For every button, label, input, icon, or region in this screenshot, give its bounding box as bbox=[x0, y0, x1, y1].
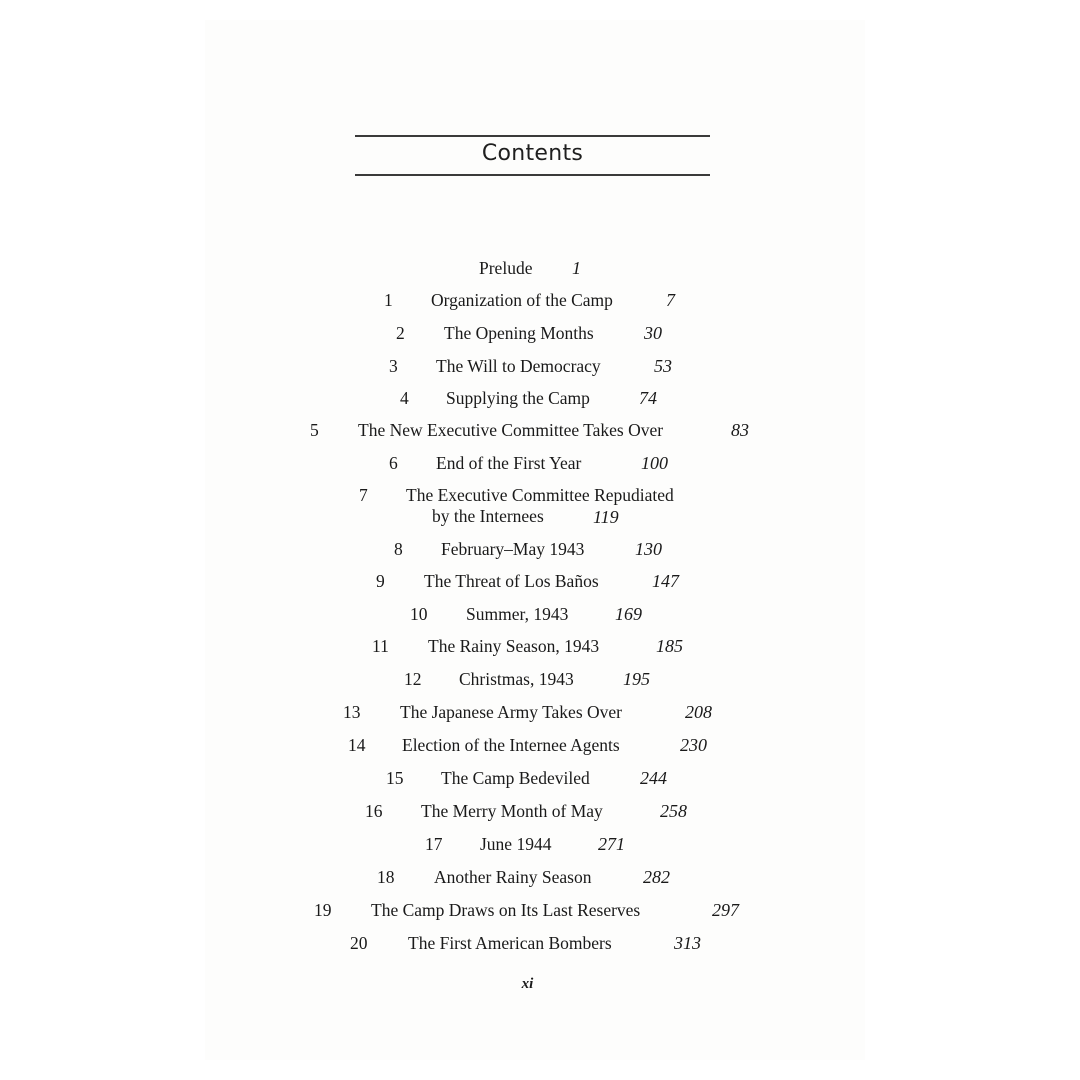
chapter-title: The Camp Bedeviled bbox=[441, 768, 590, 788]
page-title: Contents bbox=[481, 141, 584, 166]
page-reference: 313 bbox=[674, 933, 701, 953]
chapter-title: June 1944 bbox=[480, 834, 552, 854]
page-reference: 130 bbox=[635, 539, 662, 559]
chapter-number: 14 bbox=[348, 735, 366, 755]
chapter-number: 5 bbox=[310, 420, 319, 440]
toc-entry bbox=[0, 258, 1080, 279]
chapter-title: Another Rainy Season bbox=[434, 867, 592, 887]
chapter-number: 8 bbox=[394, 539, 403, 559]
chapter-number: 2 bbox=[396, 323, 405, 343]
chapter-number: 7 bbox=[359, 485, 368, 505]
page-reference: 7 bbox=[666, 290, 675, 310]
chapter-number: 17 bbox=[425, 834, 443, 854]
chapter-number: 20 bbox=[350, 933, 368, 953]
toc-entry bbox=[0, 768, 1080, 789]
chapter-title: The Merry Month of May bbox=[421, 801, 603, 821]
chapter-title: Christmas, 1943 bbox=[459, 669, 574, 689]
chapter-title: Summer, 1943 bbox=[466, 604, 569, 624]
toc-entry bbox=[0, 933, 1080, 954]
chapter-title: Election of the Internee Agents bbox=[402, 735, 620, 755]
chapter-number: 10 bbox=[410, 604, 428, 624]
chapter-number: 18 bbox=[377, 867, 395, 887]
toc-entry bbox=[0, 702, 1080, 723]
toc-entry bbox=[0, 323, 1080, 344]
chapter-title: The Camp Draws on Its Last Reserves bbox=[371, 900, 641, 920]
page-reference: 271 bbox=[598, 834, 625, 854]
page-reference: 1 bbox=[572, 258, 581, 278]
page-number-folio: xi bbox=[521, 976, 534, 992]
chapter-number: 6 bbox=[389, 453, 398, 473]
page-reference: 83 bbox=[731, 420, 749, 440]
page-reference: 282 bbox=[643, 867, 670, 887]
chapter-number: 9 bbox=[376, 571, 385, 591]
page-reference: 195 bbox=[623, 669, 650, 689]
chapter-number: 13 bbox=[343, 702, 361, 722]
chapter-title: The Rainy Season, 1943 bbox=[428, 636, 600, 656]
page-reference: 208 bbox=[685, 702, 712, 722]
chapter-number: 1 bbox=[384, 290, 393, 310]
toc-entry bbox=[0, 735, 1080, 756]
chapter-title: Organization of the Camp bbox=[431, 290, 613, 310]
toc-entry bbox=[0, 801, 1080, 822]
toc-entry bbox=[0, 420, 1080, 441]
chapter-title: Supplying the Camp bbox=[446, 388, 590, 408]
chapter-title: The Executive Committee Repudiated bbox=[406, 485, 674, 505]
toc-entry bbox=[0, 388, 1080, 409]
chapter-title: Prelude bbox=[479, 258, 533, 278]
page-reference: 100 bbox=[641, 453, 668, 473]
toc-entry bbox=[0, 539, 1080, 560]
chapter-title: The New Executive Committee Takes Over bbox=[358, 420, 664, 440]
page-reference: 169 bbox=[615, 604, 642, 624]
chapter-title: The First American Bombers bbox=[408, 933, 612, 953]
toc-entry bbox=[0, 604, 1080, 625]
toc-entry bbox=[0, 867, 1080, 888]
chapter-number: 3 bbox=[389, 356, 398, 376]
page-reference: 185 bbox=[656, 636, 683, 656]
toc-entry bbox=[0, 834, 1080, 855]
page-reference: 30 bbox=[644, 323, 662, 343]
page-reference: 53 bbox=[654, 356, 672, 376]
chapter-number: 4 bbox=[400, 388, 409, 408]
toc-entry bbox=[0, 900, 1080, 921]
chapter-number: 16 bbox=[365, 801, 383, 821]
page-reference: 119 bbox=[593, 507, 619, 527]
chapter-title: The Opening Months bbox=[444, 323, 594, 343]
toc-entry bbox=[0, 669, 1080, 690]
page-reference: 147 bbox=[652, 571, 679, 591]
toc-entry bbox=[0, 485, 1080, 527]
chapter-number: 15 bbox=[386, 768, 404, 788]
toc-entry bbox=[0, 290, 1080, 311]
toc-entry bbox=[0, 453, 1080, 474]
page-reference: 230 bbox=[680, 735, 707, 755]
chapter-title-continued: by the Internees bbox=[432, 506, 544, 526]
chapter-title: The Will to Democracy bbox=[436, 356, 601, 376]
chapter-title: February–May 1943 bbox=[441, 539, 585, 559]
chapter-title: End of the First Year bbox=[436, 453, 582, 473]
chapter-number: 19 bbox=[314, 900, 332, 920]
toc-entry bbox=[0, 571, 1080, 592]
page-reference: 74 bbox=[639, 388, 657, 408]
page-reference: 244 bbox=[640, 768, 667, 788]
chapter-title: The Japanese Army Takes Over bbox=[400, 702, 622, 722]
toc-entry bbox=[0, 636, 1080, 657]
chapter-title: The Threat of Los Baños bbox=[424, 571, 599, 591]
page-reference: 258 bbox=[660, 801, 687, 821]
chapter-number: 11 bbox=[372, 636, 389, 656]
toc-entry bbox=[0, 356, 1080, 377]
chapter-number: 12 bbox=[404, 669, 422, 689]
page-reference: 297 bbox=[712, 900, 739, 920]
